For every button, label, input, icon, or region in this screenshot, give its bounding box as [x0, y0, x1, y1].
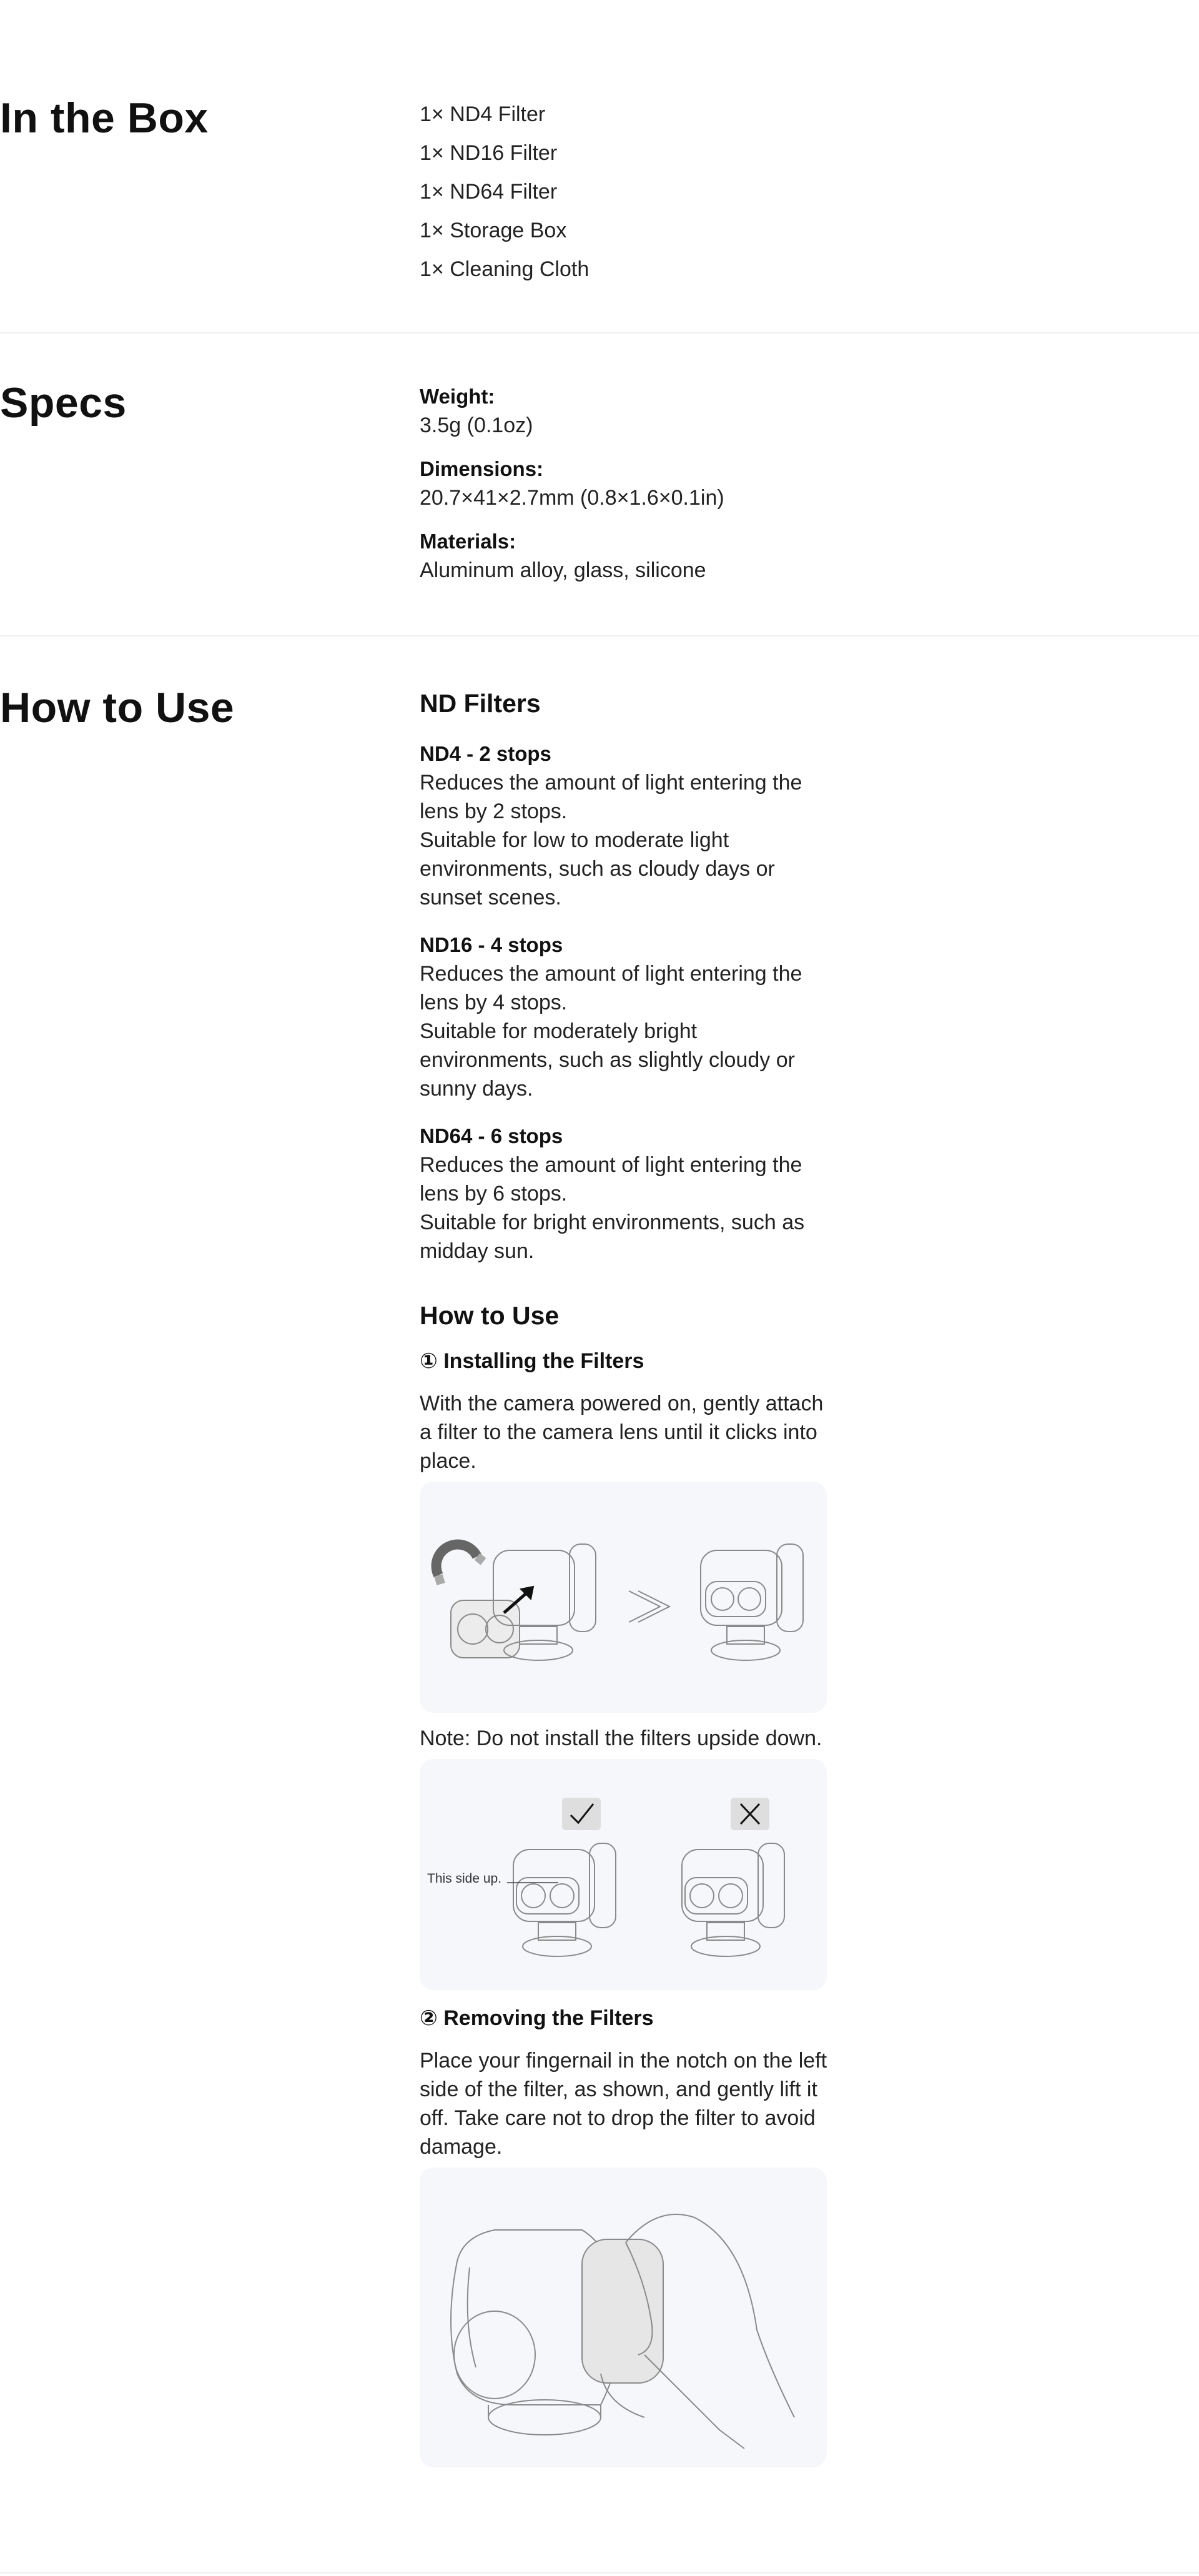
specs-section	[0, 334, 1199, 636]
list-item: 1× Cleaning Cloth	[420, 257, 590, 281]
step-2-title: ② Removing the Filters	[420, 2006, 654, 2030]
install-illustration	[420, 1482, 827, 1713]
in-the-box-section	[0, 0, 1199, 332]
orientation-illustration	[420, 1759, 827, 1990]
step-1-text: With the camera powered on, gently attach a filter to the camera lens until it clicks into place.	[420, 1392, 824, 1473]
list-item: 1× ND64 Filter	[420, 180, 558, 204]
how-to-use-subheading: How to Use	[420, 1301, 560, 1330]
filter-nd64	[420, 1122, 832, 1266]
filter-desc: Suitable for low to moderate light environments, such as cloudy days or sunset scenes.	[420, 828, 775, 909]
spec-label: Materials:	[420, 530, 516, 553]
list-item: 1× ND4 Filter	[420, 102, 546, 126]
how-to-use-content	[420, 686, 832, 2467]
check-icon	[562, 1798, 601, 1830]
filter-desc: Suitable for moderately bright environments, such as slightly cloudy or sunny days.	[420, 1019, 795, 1101]
section-divider	[0, 2572, 1199, 2574]
filter-desc: Reduces the amount of light entering the lens by 4 stops.	[420, 962, 802, 1014]
removal-illustration	[420, 2167, 827, 2467]
in-the-box-title: In the Box	[0, 94, 209, 142]
spec-value: 20.7×41×2.7mm (0.8×1.6×0.1in)	[420, 486, 724, 510]
list-item: 1× Storage Box	[420, 219, 567, 242]
camera-icon	[507, 1843, 616, 1956]
step-1-title: ① Installing the Filters	[420, 1349, 644, 1373]
chevron-right-icon	[629, 1591, 669, 1622]
camera-icon	[682, 1843, 784, 1956]
filter-icon	[454, 2239, 663, 2399]
how-to-use-section	[0, 637, 1199, 2573]
filter-name: ND4 - 2 stops	[420, 742, 551, 765]
install-note: Note: Do not install the filters upside down.	[420, 1726, 822, 1750]
filter-desc: Reduces the amount of light entering the lens by 6 stops.	[420, 1153, 802, 1206]
side-up-label: This side up.	[427, 1871, 502, 1886]
nd-filters-heading: ND Filters	[420, 689, 541, 718]
cross-icon	[731, 1798, 769, 1830]
list-item: 1× ND16 Filter	[420, 141, 558, 165]
filter-desc: Suitable for bright environments, such as midday sun.	[420, 1211, 805, 1263]
step-2-text: Place your fingernail in the notch on the left side of the filter, as shown, and gently lift it off. Take care not to drop the filter to avoid damage.	[420, 2049, 827, 2159]
magnet-icon	[437, 1545, 483, 1584]
spec-label: Dimensions:	[420, 457, 544, 480]
how-to-use-title: How to Use	[0, 684, 235, 731]
filter-nd16	[420, 931, 832, 1103]
spec-value: 3.5g (0.1oz)	[420, 414, 533, 437]
camera-icon	[701, 1544, 803, 1660]
spec-label: Weight:	[420, 385, 495, 408]
filter-name: ND64 - 6 stops	[420, 1124, 563, 1147]
specs-title: Specs	[0, 379, 127, 427]
specs-list	[420, 382, 832, 600]
in-the-box-list	[420, 95, 832, 289]
filter-name: ND16 - 4 stops	[420, 933, 563, 956]
filter-desc: Reduces the amount of light entering the lens by 2 stops.	[420, 771, 802, 823]
spec-value: Aluminum alloy, glass, silicone	[420, 558, 706, 582]
filter-nd4	[420, 740, 832, 912]
